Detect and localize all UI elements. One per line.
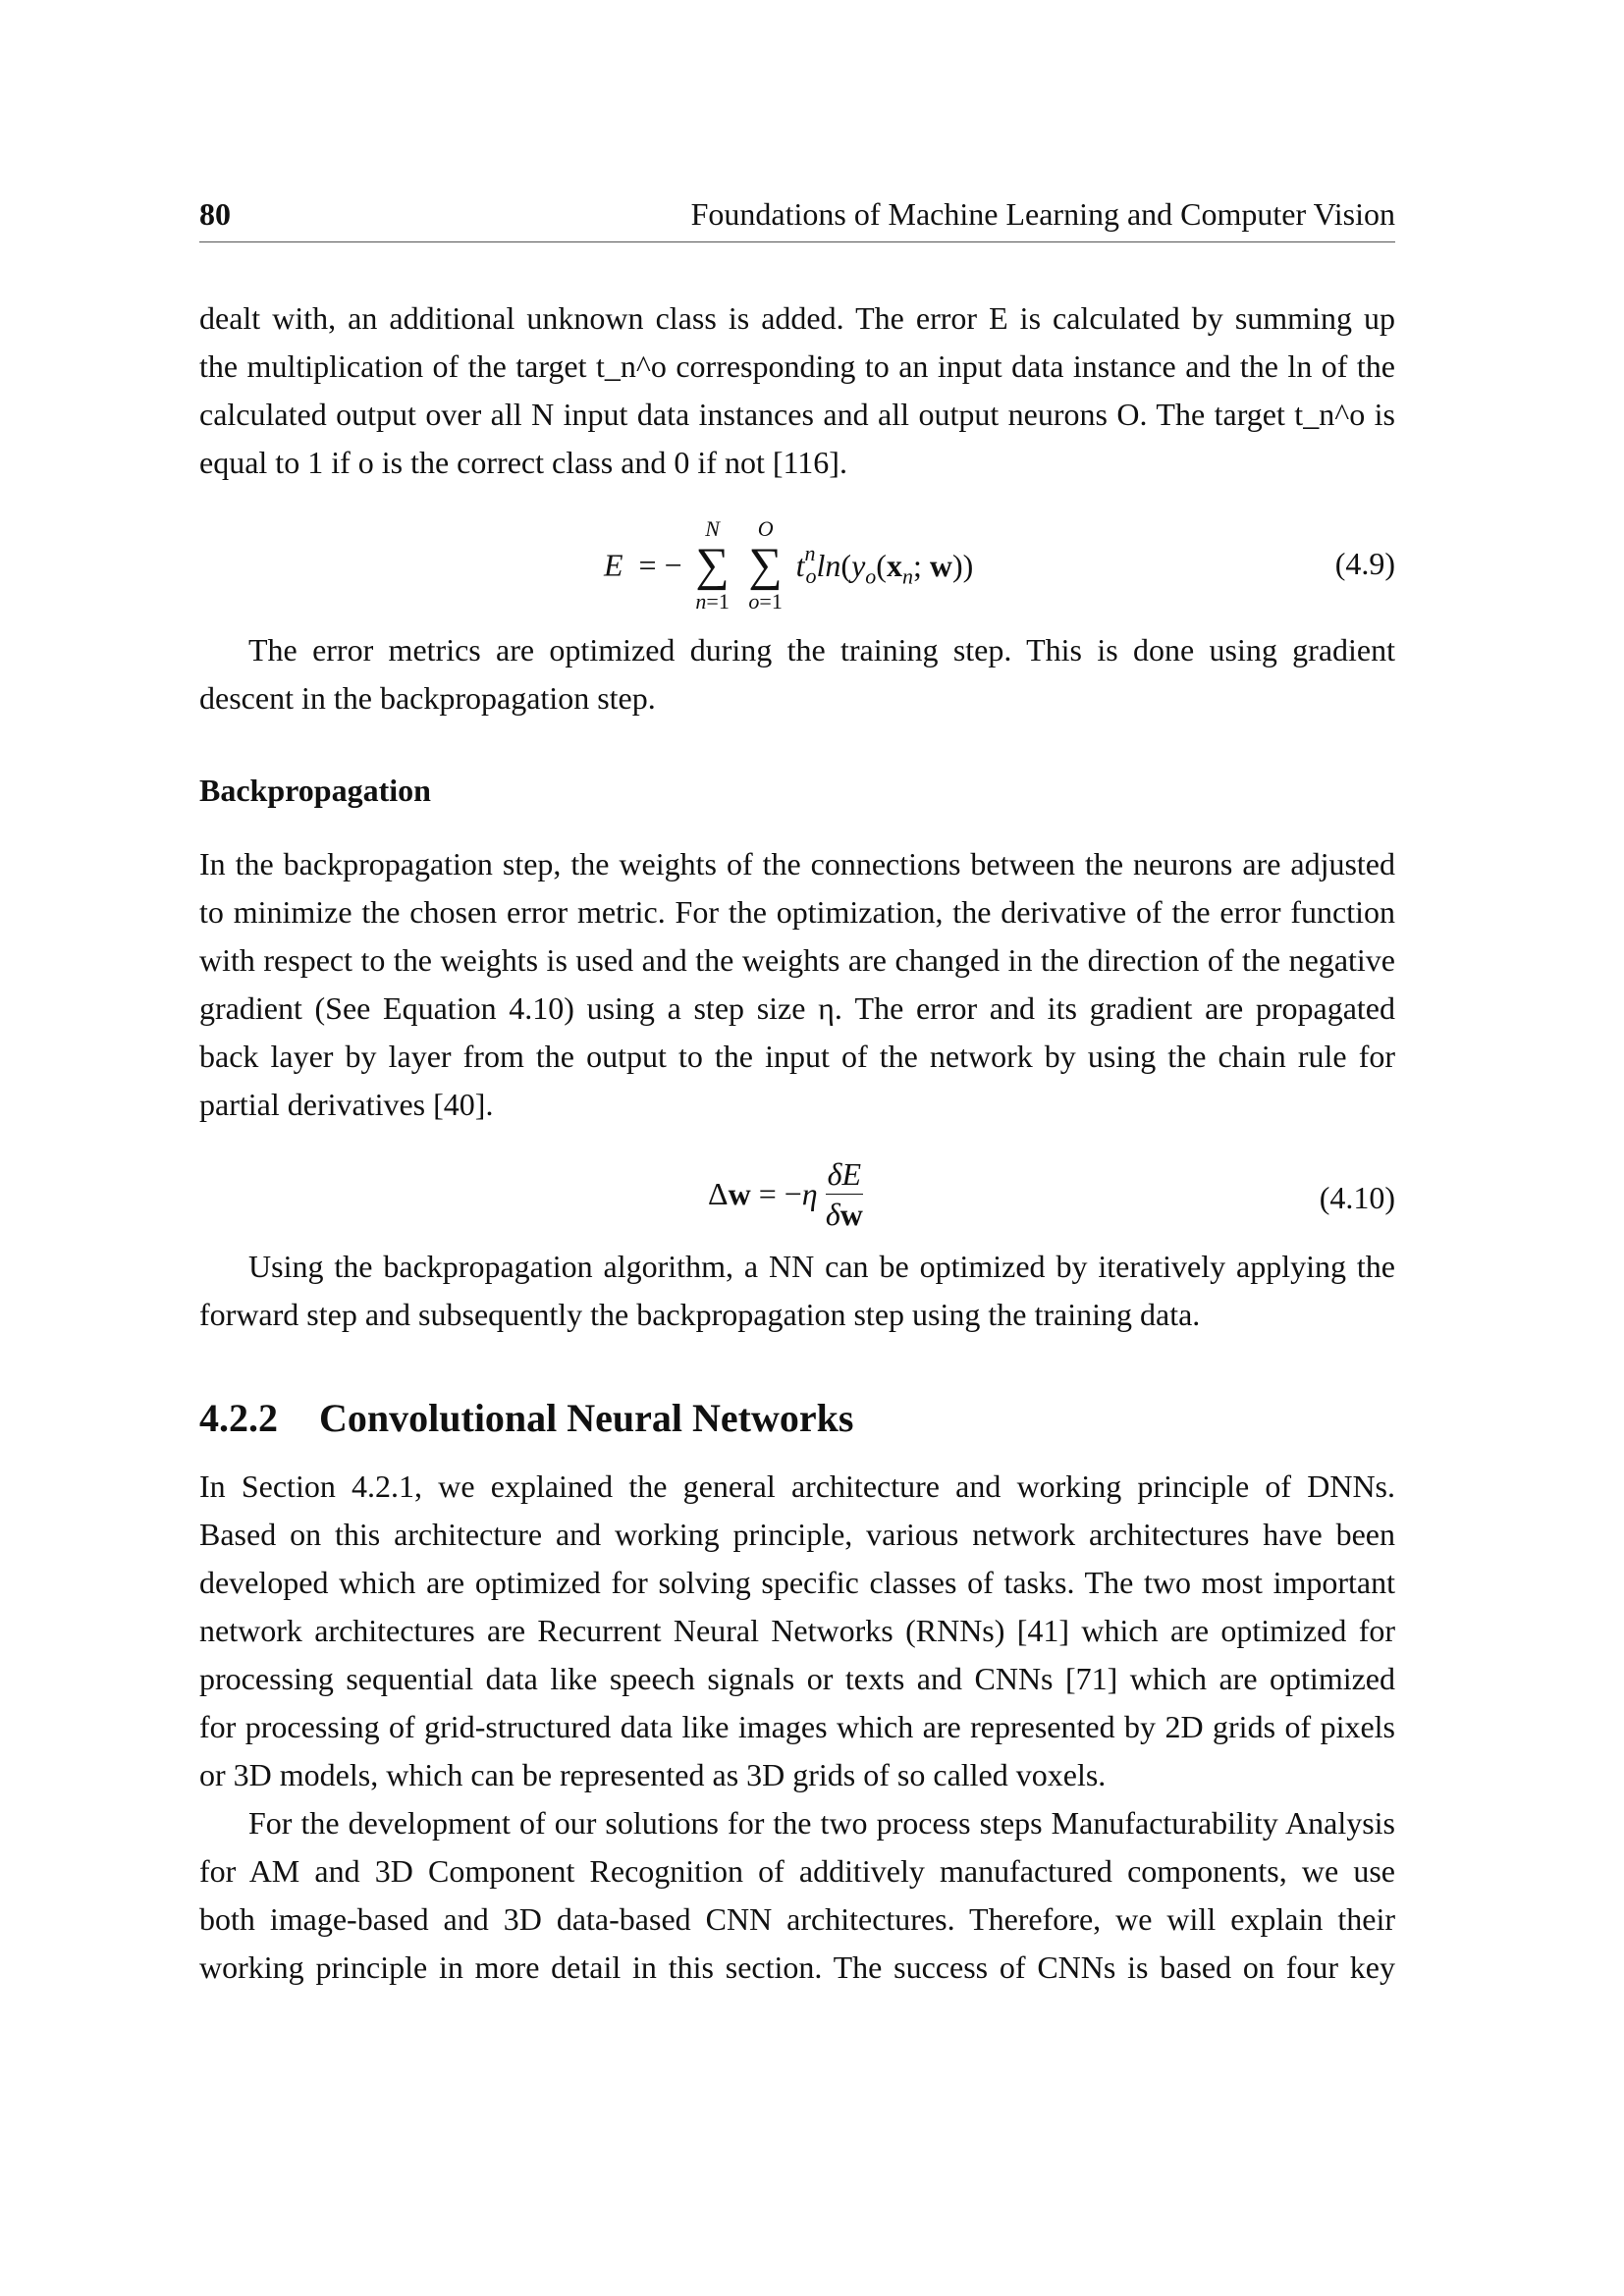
text-line: dealt with, an additional unknown class is added. The error E is calculated by summing up [199,300,1395,336]
text-line: calculated output over all N input data instances and all output neurons O. The target t_n^o is [199,397,1395,432]
section-heading [199,1395,853,1441]
equation-4-9: E = − N ∑ n=1 O ∑ o=1 $t^n_o\ln(y_o(x_n$; w)) (4.9) [604,516,1395,614]
text-line: For the development of our solutions for the two process steps Manufacturability Analysis [248,1805,1395,1841]
text-line: working principle in more detail in this section. The success of CNNs is based on four key [199,1949,1395,1985]
text-line: for AM and 3D Component Recognition of additively manufactured components, we use [199,1853,1395,1889]
running-title: Foundations of Machine Learning and Computer Vision [690,196,1395,232]
paragraph-process-steps [199,1799,1395,1992]
text-line: network architectures are Recurrent Neural Networks (RNNs) [41] which are optimized for [199,1613,1395,1648]
equation-number: (4.9) [1334,546,1395,581]
text-line: the multiplication of the target t_n^o corresponding to an input data instance and the ln of the [199,348,1395,384]
paragraph-backpropagation [199,840,1395,1129]
paragraph-error-definition [199,294,1395,487]
text-line: or 3D models, which can be represented as 3D grids of so called voxels. [199,1757,1107,1792]
paragraph-optimization [199,626,1395,722]
text-line: for processing of grid-structured data like images which are represented by 2D grids of pixels [199,1709,1395,1744]
text-line: forward step and subsequently the backpropagation step using the training data. [199,1297,1201,1332]
paragraph-cnn-intro [199,1463,1395,1799]
text-line: processing sequential data like speech signals or texts and CNNs [71] which are optimized [199,1661,1395,1696]
text-line: descent in the backpropagation step. [199,680,656,716]
subheading-backpropagation: Backpropagation [199,773,431,808]
page-number: 80 [199,196,231,232]
equation-4-10: Δw = −η $\frac{\delta E}{\delta w}$ (4.10) [708,1156,1395,1232]
paragraph-nn-optimization [199,1243,1395,1339]
section-title: Convolutional Neural Networks [319,1396,854,1440]
text-line: The error metrics are optimized during the training step. This is done using gradient [248,632,1395,667]
text-line: Based on this architecture and working principle, various network architectures have been [199,1517,1395,1552]
text-line: Using the backpropagation algorithm, a NN can be optimized by iteratively applying the [248,1249,1395,1284]
text-line: back layer by layer from the output to the input of the network by using the chain rule for [199,1039,1395,1074]
text-line: with respect to the weights is used and the weights are changed in the direction of the negative [199,942,1395,978]
text-line: to minimize the chosen error metric. For the optimization, the derivative of the error function [199,894,1395,930]
text-line: developed which are optimized for solving specific classes of tasks. The two most important [199,1565,1395,1600]
text-line: In Section 4.2.1, we explained the general architecture and working principle of DNNs. [199,1468,1395,1504]
running-header [199,196,1395,242]
text-line: partial derivatives [40]. [199,1087,494,1122]
section-number: 4.2.2 [199,1396,278,1440]
text-line: In the backpropagation step, the weights of the connections between the neurons are adjusted [199,846,1395,881]
equation-number: (4.10) [1319,1180,1395,1215]
text-line: gradient (See Equation 4.10) using a step size η. The error and its gradient are propagated [199,990,1395,1026]
text-line: equal to 1 if o is the correct class and 0 if not [116]. [199,445,847,480]
text-line: both image-based and 3D data-based CNN architectures. Therefore, we will explain their [199,1901,1395,1937]
